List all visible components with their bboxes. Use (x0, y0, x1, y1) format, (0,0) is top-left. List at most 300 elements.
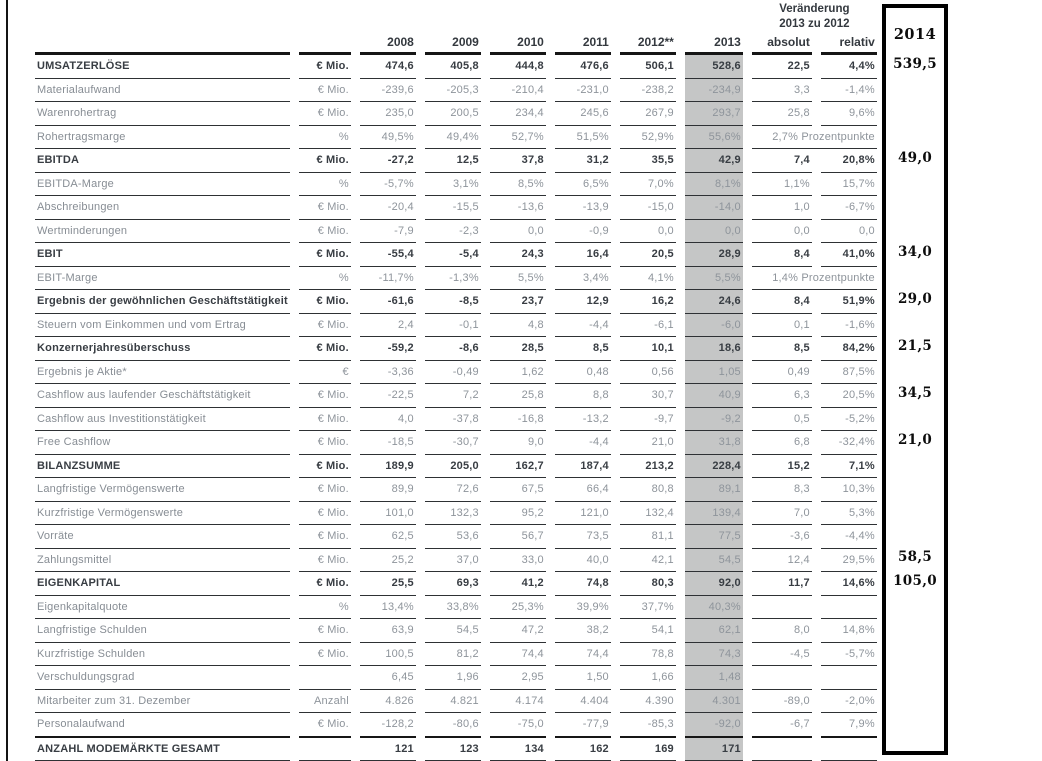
value-2009: -80,6 (425, 713, 481, 738)
value-2009: 37,0 (425, 549, 481, 573)
value-2013: 18,6 (685, 337, 743, 361)
value-2010: 4,8 (490, 314, 546, 338)
forecast-2014-box (882, 4, 948, 755)
value-2009: -8,6 (425, 337, 481, 361)
value-2013: 293,7 (685, 102, 743, 126)
value-2012: 1,66 (620, 666, 676, 690)
value-2010: 52,7% (490, 126, 546, 150)
change-relativ: 15,7% (821, 173, 877, 197)
value-2008: -55,4 (360, 243, 416, 267)
table-row (35, 126, 877, 150)
value-2013: -92,0 (685, 713, 743, 738)
row-unit: € Mio. (299, 102, 351, 126)
value-2008: -61,6 (360, 290, 416, 314)
value-2012: 52,9% (620, 126, 676, 150)
change-absolut: 22,5 (752, 55, 812, 79)
row-label: Konzernerjahresüberschuss (35, 337, 290, 361)
value-2010: 8,5% (490, 173, 546, 197)
value-2009: 72,6 (425, 478, 481, 502)
value-2012: 21,0 (620, 431, 676, 455)
change-absolut: -89,0 (752, 690, 812, 714)
table-row (35, 738, 877, 761)
value-2011: -13,2 (555, 408, 611, 432)
value-2008: 62,5 (360, 525, 416, 549)
change-absolut: 0,1 (752, 314, 812, 338)
value-2010: 2,95 (490, 666, 546, 690)
value-2009: -0,49 (425, 361, 481, 385)
change-absolut: 6,8 (752, 431, 812, 455)
value-2009: -205,3 (425, 79, 481, 103)
table-row (35, 666, 877, 690)
value-2009: 12,5 (425, 149, 481, 173)
row-label: Mitarbeiter zum 31. Dezember (35, 690, 290, 714)
value-2013: 4.301 (685, 690, 743, 714)
change-header-relativ: relativ (821, 32, 877, 55)
unit-column-header (299, 32, 351, 55)
change-relativ: 29,5% (821, 549, 877, 573)
row-label: Personalaufwand (35, 713, 290, 738)
row-unit: € Mio. (299, 149, 351, 173)
value-2011: 39,9% (555, 596, 611, 620)
row-unit: € Mio. (299, 643, 351, 667)
value-2010: 41,2 (490, 572, 546, 596)
change-relativ: 4,4% (821, 55, 877, 79)
value-2009: 405,8 (425, 55, 481, 79)
value-2011: 476,6 (555, 55, 611, 79)
row-label: Langfristige Schulden (35, 619, 290, 643)
table-row (35, 243, 877, 267)
value-2013: 228,4 (685, 455, 743, 479)
change-relativ: -32,4% (821, 431, 877, 455)
row-unit: € Mio. (299, 196, 351, 220)
table-row (35, 173, 877, 197)
forecast-2014-year-label: 2014 (893, 26, 937, 43)
year-header-2012: 2012** (620, 32, 676, 55)
value-2008: -18,5 (360, 431, 416, 455)
value-2012: 81,1 (620, 525, 676, 549)
change-absolut: 11,7 (752, 572, 812, 596)
change-relativ: 41,0% (821, 243, 877, 267)
value-2008: 6,45 (360, 666, 416, 690)
change-relativ: 7,9% (821, 713, 877, 738)
value-2011: 38,2 (555, 619, 611, 643)
change-prozentpunkte: 2,7% Prozentpunkte (752, 126, 877, 150)
value-2009: -15,5 (425, 196, 481, 220)
table-row (35, 361, 877, 385)
value-2009: 1,96 (425, 666, 481, 690)
value-2012: -85,3 (620, 713, 676, 738)
row-label: EIGENKAPITAL (35, 572, 290, 596)
forecast-2014-value: 21,5 (897, 337, 933, 354)
value-2011: 6,5% (555, 173, 611, 197)
value-2012: -9,7 (620, 408, 676, 432)
year-header-2011: 2011 (555, 32, 611, 55)
value-2011: 73,5 (555, 525, 611, 549)
table-row (35, 149, 877, 173)
row-label: Materialaufwand (35, 79, 290, 103)
row-label: Verschuldungsgrad (35, 666, 290, 690)
value-2008: -27,2 (360, 149, 416, 173)
year-header-row (35, 32, 877, 55)
value-2013: 31,8 (685, 431, 743, 455)
change-relativ: 7,1% (821, 455, 877, 479)
value-2008: 4,0 (360, 408, 416, 432)
forecast-2014-value: 539,5 (893, 55, 937, 72)
value-2011: 121,0 (555, 502, 611, 526)
value-2008: 63,9 (360, 619, 416, 643)
value-2013: 28,9 (685, 243, 743, 267)
value-2012: 80,3 (620, 572, 676, 596)
value-2010: 1,62 (490, 361, 546, 385)
value-2009: -8,5 (425, 290, 481, 314)
value-2010: 234,4 (490, 102, 546, 126)
forecast-2014-value: 29,0 (897, 290, 933, 307)
row-unit: € Mio. (299, 455, 351, 479)
value-2010: 5,5% (490, 267, 546, 291)
change-absolut: 0,5 (752, 408, 812, 432)
table-row (35, 102, 877, 126)
row-unit: € Mio. (299, 525, 351, 549)
change-relativ: 0,0 (821, 220, 877, 244)
value-2008: 474,6 (360, 55, 416, 79)
value-2008: 49,5% (360, 126, 416, 150)
value-2011: 162 (555, 738, 611, 761)
row-label: EBITDA (35, 149, 290, 173)
row-label: Vorräte (35, 525, 290, 549)
value-2010: 74,4 (490, 643, 546, 667)
table-row (35, 690, 877, 714)
table-row (35, 619, 877, 643)
change-absolut: -3,6 (752, 525, 812, 549)
row-label: Wertminderungen (35, 220, 290, 244)
table-row (35, 55, 877, 79)
year-header-2009: 2009 (425, 32, 481, 55)
value-2008: 89,9 (360, 478, 416, 502)
value-2009: -30,7 (425, 431, 481, 455)
value-2010: -13,6 (490, 196, 546, 220)
value-2009: 4.821 (425, 690, 481, 714)
value-2008: 4.826 (360, 690, 416, 714)
value-2011: 12,9 (555, 290, 611, 314)
value-2013: 77,5 (685, 525, 743, 549)
row-unit: € Mio. (299, 431, 351, 455)
change-relativ: 87,5% (821, 361, 877, 385)
table-row (35, 643, 877, 667)
row-label: Ergebnis der gewöhnlichen Geschäftstätigkeit (35, 290, 290, 314)
value-2010: -210,4 (490, 79, 546, 103)
value-2012: 30,7 (620, 384, 676, 408)
label-column-header (35, 32, 290, 55)
forecast-2014-value: 34,0 (897, 243, 933, 260)
value-2008: 100,5 (360, 643, 416, 667)
value-2013: 92,0 (685, 572, 743, 596)
change-relativ: -1,4% (821, 79, 877, 103)
value-2012: 4,1% (620, 267, 676, 291)
table-row (35, 408, 877, 432)
value-2010: 9,0 (490, 431, 546, 455)
value-2012: 132,4 (620, 502, 676, 526)
value-2012: 506,1 (620, 55, 676, 79)
row-label: EBITDA-Marge (35, 173, 290, 197)
change-absolut: 7,4 (752, 149, 812, 173)
header-spacer (35, 0, 743, 32)
value-2010: -75,0 (490, 713, 546, 738)
value-2009: 7,2 (425, 384, 481, 408)
change-relativ: 5,3% (821, 502, 877, 526)
value-2010: 37,8 (490, 149, 546, 173)
value-2012: 54,1 (620, 619, 676, 643)
change-absolut: 25,8 (752, 102, 812, 126)
value-2011: -4,4 (555, 431, 611, 455)
change-prozentpunkte: 1,4% Prozentpunkte (752, 267, 877, 291)
value-2011: 8,8 (555, 384, 611, 408)
change-relativ: -1,6% (821, 314, 877, 338)
value-2012: 35,5 (620, 149, 676, 173)
row-label: ANZAHL MODEMÄRKTE GESAMT (35, 738, 290, 761)
value-2008: -22,5 (360, 384, 416, 408)
row-label: Kurzfristige Schulden (35, 643, 290, 667)
change-absolut: 7,0 (752, 502, 812, 526)
change-absolut: 3,3 (752, 79, 812, 103)
value-2013: 0,0 (685, 220, 743, 244)
value-2008: 101,0 (360, 502, 416, 526)
row-unit: € Mio. (299, 478, 351, 502)
value-2012: 0,0 (620, 220, 676, 244)
change-relativ: 20,8% (821, 149, 877, 173)
value-2010: 25,8 (490, 384, 546, 408)
row-unit: € Mio. (299, 713, 351, 738)
value-2009: 49,4% (425, 126, 481, 150)
change-absolut: 6,3 (752, 384, 812, 408)
table-row (35, 713, 877, 738)
row-label: Zahlungsmittel (35, 549, 290, 573)
financial-kpi-table (26, 0, 886, 761)
value-2008: -20,4 (360, 196, 416, 220)
value-2012: 80,8 (620, 478, 676, 502)
change-absolut: 8,3 (752, 478, 812, 502)
forecast-2014-value: 34,5 (897, 384, 933, 401)
value-2013: 24,6 (685, 290, 743, 314)
value-2008: 25,2 (360, 549, 416, 573)
table-row (35, 79, 877, 103)
change-title-line1: Veränderung (779, 3, 850, 16)
table-row (35, 314, 877, 338)
change-relativ (821, 596, 877, 620)
row-label: Langfristige Vermögenswerte (35, 478, 290, 502)
value-2008: 235,0 (360, 102, 416, 126)
row-unit: € Mio. (299, 337, 351, 361)
value-2013: 55,6% (685, 126, 743, 150)
row-label: Warenrohertrag (35, 102, 290, 126)
row-unit: € Mio. (299, 549, 351, 573)
change-relativ: -4,4% (821, 525, 877, 549)
change-relativ: 14,6% (821, 572, 877, 596)
value-2009: -1,3% (425, 267, 481, 291)
change-relativ: 20,5% (821, 384, 877, 408)
value-2011: 16,4 (555, 243, 611, 267)
value-2009: 53,6 (425, 525, 481, 549)
row-unit: € Mio. (299, 55, 351, 79)
value-2013: 1,48 (685, 666, 743, 690)
row-unit: € Mio. (299, 314, 351, 338)
table-row (35, 431, 877, 455)
value-2008: -3,36 (360, 361, 416, 385)
table-row (35, 267, 877, 291)
row-label: BILANZSUMME (35, 455, 290, 479)
value-2012: 169 (620, 738, 676, 761)
value-2013: 62,1 (685, 619, 743, 643)
change-relativ: 14,8% (821, 619, 877, 643)
row-unit: € Mio. (299, 502, 351, 526)
value-2011: 40,0 (555, 549, 611, 573)
value-2013: 40,3% (685, 596, 743, 620)
change-relativ: -2,0% (821, 690, 877, 714)
row-unit: Anzahl (299, 690, 351, 714)
value-2009: -2,3 (425, 220, 481, 244)
table-row (35, 220, 877, 244)
row-label: Steuern vom Einkommen und vom Ertrag (35, 314, 290, 338)
value-2009: -37,8 (425, 408, 481, 432)
value-2011: -0,9 (555, 220, 611, 244)
change-relativ: 9,6% (821, 102, 877, 126)
value-2010: 4.174 (490, 690, 546, 714)
row-label: Eigenkapitalquote (35, 596, 290, 620)
value-2009: 69,3 (425, 572, 481, 596)
change-relativ: -5,2% (821, 408, 877, 432)
value-2010: 95,2 (490, 502, 546, 526)
value-2010: -16,8 (490, 408, 546, 432)
change-relativ: 10,3% (821, 478, 877, 502)
row-label: Cashflow aus Investitionstätigkeit (35, 408, 290, 432)
year-header-2010: 2010 (490, 32, 546, 55)
change-absolut: -4,5 (752, 643, 812, 667)
change-absolut: 8,5 (752, 337, 812, 361)
row-unit (299, 666, 351, 690)
change-header-title (752, 0, 877, 32)
change-absolut: 15,2 (752, 455, 812, 479)
row-unit: % (299, 126, 351, 150)
value-2012: -238,2 (620, 79, 676, 103)
change-relativ (821, 666, 877, 690)
value-2013: 528,6 (685, 55, 743, 79)
value-2009: -5,4 (425, 243, 481, 267)
value-2011: 187,4 (555, 455, 611, 479)
value-2008: -239,6 (360, 79, 416, 103)
change-absolut: 0,0 (752, 220, 812, 244)
row-unit: % (299, 267, 351, 291)
value-2010: 0,0 (490, 220, 546, 244)
value-2008: -59,2 (360, 337, 416, 361)
year-header-2013: 2013 (685, 32, 743, 55)
row-unit: € Mio. (299, 619, 351, 643)
value-2009: 132,3 (425, 502, 481, 526)
change-absolut (752, 666, 812, 690)
table-row (35, 572, 877, 596)
value-2008: 121 (360, 738, 416, 761)
value-2010: 28,5 (490, 337, 546, 361)
change-relativ: -6,7% (821, 196, 877, 220)
value-2011: 31,2 (555, 149, 611, 173)
value-2010: 444,8 (490, 55, 546, 79)
value-2013: 74,3 (685, 643, 743, 667)
row-unit: € Mio. (299, 572, 351, 596)
table-row (35, 196, 877, 220)
row-unit: € Mio. (299, 290, 351, 314)
value-2011: -231,0 (555, 79, 611, 103)
value-2013: -9,2 (685, 408, 743, 432)
value-2010: 67,5 (490, 478, 546, 502)
forecast-2014-value: 21,0 (897, 431, 933, 448)
value-2008: -7,9 (360, 220, 416, 244)
value-2009: 123 (425, 738, 481, 761)
value-2013: -234,9 (685, 79, 743, 103)
table-row (35, 455, 877, 479)
value-2013: 5,5% (685, 267, 743, 291)
table-row (35, 290, 877, 314)
value-2012: -15,0 (620, 196, 676, 220)
value-2010: 24,3 (490, 243, 546, 267)
row-label: Rohertragsmarge (35, 126, 290, 150)
value-2008: -5,7% (360, 173, 416, 197)
change-title-line2: 2013 zu 2012 (779, 18, 850, 31)
row-unit: % (299, 173, 351, 197)
value-2008: 2,4 (360, 314, 416, 338)
value-2012: -6,1 (620, 314, 676, 338)
change-relativ: -5,7% (821, 643, 877, 667)
value-2011: 51,5% (555, 126, 611, 150)
change-header-absolut: absolut (752, 32, 812, 55)
value-2010: 56,7 (490, 525, 546, 549)
change-absolut: 8,4 (752, 243, 812, 267)
change-absolut: 8,4 (752, 290, 812, 314)
value-2013: 42,9 (685, 149, 743, 173)
value-2011: -77,9 (555, 713, 611, 738)
row-label: Free Cashflow (35, 431, 290, 455)
row-label: Ergebnis je Aktie* (35, 361, 290, 385)
table-row (35, 549, 877, 573)
forecast-2014-value: 105,0 (893, 572, 937, 589)
value-2012: 7,0% (620, 173, 676, 197)
year-header-2008: 2008 (360, 32, 416, 55)
value-2011: -4,4 (555, 314, 611, 338)
change-relativ (821, 738, 877, 761)
value-2011: 3,4% (555, 267, 611, 291)
forecast-2014-value: 58,5 (897, 549, 933, 566)
value-2011: 74,8 (555, 572, 611, 596)
value-2013: -14,0 (685, 196, 743, 220)
table-row (35, 525, 877, 549)
change-absolut: 1,1% (752, 173, 812, 197)
value-2012: 16,2 (620, 290, 676, 314)
value-2008: -128,2 (360, 713, 416, 738)
value-2012: 37,7% (620, 596, 676, 620)
value-2008: 189,9 (360, 455, 416, 479)
value-2009: -0,1 (425, 314, 481, 338)
value-2009: 205,0 (425, 455, 481, 479)
change-absolut: -6,7 (752, 713, 812, 738)
value-2010: 33,0 (490, 549, 546, 573)
value-2011: 4.404 (555, 690, 611, 714)
value-2013: 40,9 (685, 384, 743, 408)
change-absolut (752, 596, 812, 620)
value-2012: 267,9 (620, 102, 676, 126)
value-2012: 4.390 (620, 690, 676, 714)
change-header-row (35, 0, 877, 32)
value-2012: 42,1 (620, 549, 676, 573)
row-unit: % (299, 596, 351, 620)
value-2010: 162,7 (490, 455, 546, 479)
value-2013: 139,4 (685, 502, 743, 526)
